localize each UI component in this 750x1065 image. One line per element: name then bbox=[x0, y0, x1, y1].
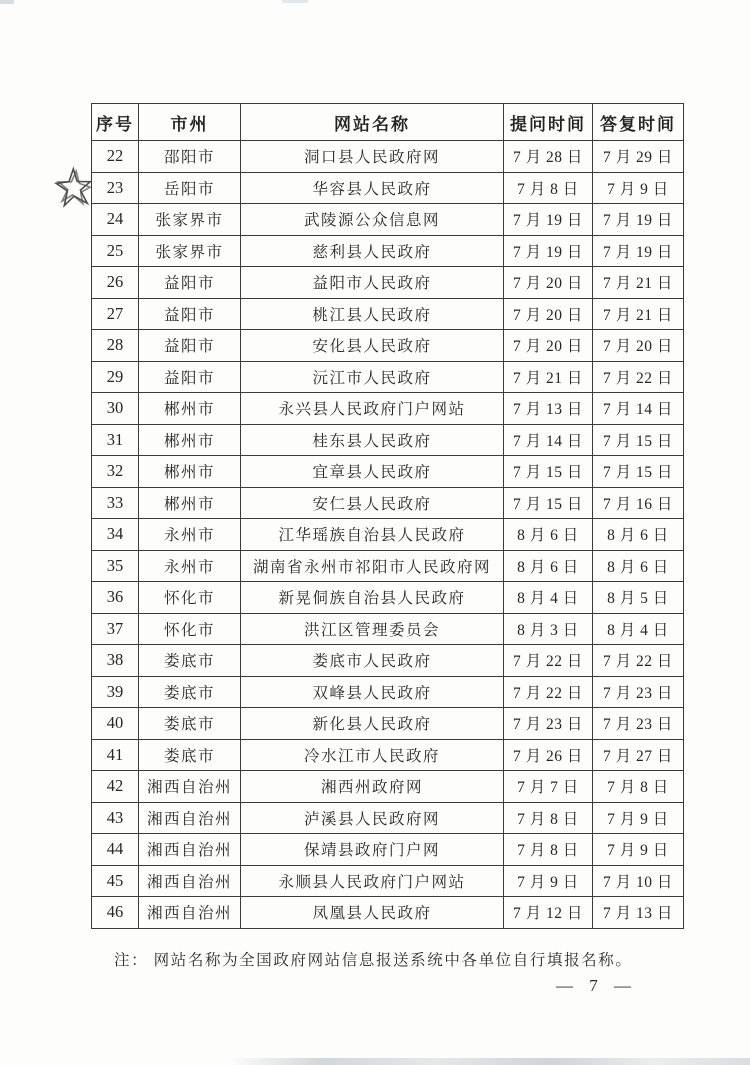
table-row bbox=[92, 645, 684, 677]
cell-website: 安化县人民政府 bbox=[241, 330, 504, 362]
hand-drawn-star-icon bbox=[54, 166, 94, 210]
cell-city: 怀化市 bbox=[139, 613, 241, 645]
report-table bbox=[91, 103, 684, 929]
table-row bbox=[92, 897, 684, 929]
cell-city: 岳阳市 bbox=[139, 172, 241, 204]
cell-serial: 37 bbox=[92, 613, 139, 645]
cell-website: 冷水江市人民政府 bbox=[241, 739, 504, 771]
cell-reply-date: 7 月 14 日 bbox=[593, 393, 684, 425]
cell-serial: 23 bbox=[92, 172, 139, 204]
table-row bbox=[92, 582, 684, 614]
cell-website: 双峰县人民政府 bbox=[241, 676, 504, 708]
table-row bbox=[92, 802, 684, 834]
table-row bbox=[92, 613, 684, 645]
cell-city: 郴州市 bbox=[139, 456, 241, 488]
table-row bbox=[92, 550, 684, 582]
cell-reply-date: 7 月 9 日 bbox=[593, 802, 684, 834]
cell-city: 郴州市 bbox=[139, 424, 241, 456]
cell-question-date: 7 月 26 日 bbox=[504, 739, 593, 771]
cell-question-date: 7 月 28 日 bbox=[504, 141, 593, 173]
cell-reply-date: 7 月 19 日 bbox=[593, 204, 684, 236]
cell-reply-date: 7 月 15 日 bbox=[593, 456, 684, 488]
cell-question-date: 7 月 20 日 bbox=[504, 330, 593, 362]
cell-serial: 28 bbox=[92, 330, 139, 362]
cell-reply-date: 7 月 29 日 bbox=[593, 141, 684, 173]
cell-reply-date: 8 月 6 日 bbox=[593, 519, 684, 551]
table-row bbox=[92, 865, 684, 897]
cell-website: 永顺县人民政府门户网站 bbox=[241, 865, 504, 897]
cell-reply-date: 7 月 9 日 bbox=[593, 834, 684, 866]
cell-website: 新化县人民政府 bbox=[241, 708, 504, 740]
table-row bbox=[92, 771, 684, 803]
header-cell-website: 网站名称 bbox=[241, 104, 504, 141]
cell-reply-date: 7 月 19 日 bbox=[593, 235, 684, 267]
table-row bbox=[92, 708, 684, 740]
cell-serial: 46 bbox=[92, 897, 139, 929]
cell-city: 郴州市 bbox=[139, 393, 241, 425]
table-row bbox=[92, 267, 684, 299]
cell-city: 娄底市 bbox=[139, 708, 241, 740]
cell-city: 娄底市 bbox=[139, 645, 241, 677]
cell-question-date: 7 月 14 日 bbox=[504, 424, 593, 456]
cell-serial: 30 bbox=[92, 393, 139, 425]
cell-question-date: 7 月 21 日 bbox=[504, 361, 593, 393]
cell-question-date: 7 月 8 日 bbox=[504, 172, 593, 204]
cell-serial: 24 bbox=[92, 204, 139, 236]
table-row bbox=[92, 834, 684, 866]
scan-artifact-band bbox=[228, 1058, 750, 1065]
cell-serial: 39 bbox=[92, 676, 139, 708]
table-row bbox=[92, 487, 684, 519]
cell-city: 益阳市 bbox=[139, 330, 241, 362]
cell-website: 新晃侗族自治县人民政府 bbox=[241, 582, 504, 614]
cell-city: 湘西自治州 bbox=[139, 897, 241, 929]
cell-website: 保靖县政府门户网 bbox=[241, 834, 504, 866]
cell-question-date: 7 月 15 日 bbox=[504, 487, 593, 519]
cell-city: 娄底市 bbox=[139, 676, 241, 708]
cell-reply-date: 7 月 23 日 bbox=[593, 708, 684, 740]
cell-question-date: 7 月 9 日 bbox=[504, 865, 593, 897]
cell-website: 泸溪县人民政府网 bbox=[241, 802, 504, 834]
cell-website: 益阳市人民政府 bbox=[241, 267, 504, 299]
cell-website: 洞口县人民政府网 bbox=[241, 141, 504, 173]
cell-serial: 32 bbox=[92, 456, 139, 488]
cell-serial: 26 bbox=[92, 267, 139, 299]
table-row bbox=[92, 141, 684, 173]
cell-question-date: 7 月 22 日 bbox=[504, 645, 593, 677]
cell-serial: 31 bbox=[92, 424, 139, 456]
table-row bbox=[92, 330, 684, 362]
cell-city: 湘西自治州 bbox=[139, 865, 241, 897]
cell-question-date: 7 月 12 日 bbox=[504, 897, 593, 929]
cell-city: 湘西自治州 bbox=[139, 802, 241, 834]
cell-question-date: 8 月 6 日 bbox=[504, 519, 593, 551]
cell-question-date: 7 月 20 日 bbox=[504, 267, 593, 299]
cell-serial: 40 bbox=[92, 708, 139, 740]
cell-reply-date: 8 月 5 日 bbox=[593, 582, 684, 614]
cell-serial: 33 bbox=[92, 487, 139, 519]
cell-reply-date: 7 月 22 日 bbox=[593, 361, 684, 393]
cell-question-date: 8 月 3 日 bbox=[504, 613, 593, 645]
cell-city: 永州市 bbox=[139, 519, 241, 551]
cell-serial: 22 bbox=[92, 141, 139, 173]
cell-reply-date: 7 月 15 日 bbox=[593, 424, 684, 456]
cell-question-date: 7 月 15 日 bbox=[504, 456, 593, 488]
cell-serial: 44 bbox=[92, 834, 139, 866]
header-cell-question-date: 提问时间 bbox=[504, 104, 593, 141]
table-row bbox=[92, 204, 684, 236]
cell-website: 慈利县人民政府 bbox=[241, 235, 504, 267]
cell-question-date: 7 月 7 日 bbox=[504, 771, 593, 803]
cell-city: 永州市 bbox=[139, 550, 241, 582]
cell-reply-date: 7 月 21 日 bbox=[593, 267, 684, 299]
cell-city: 益阳市 bbox=[139, 298, 241, 330]
header-cell-reply-date: 答复时间 bbox=[593, 104, 684, 141]
cell-reply-date: 7 月 21 日 bbox=[593, 298, 684, 330]
cell-city: 益阳市 bbox=[139, 361, 241, 393]
cell-reply-date: 7 月 27 日 bbox=[593, 739, 684, 771]
cell-serial: 45 bbox=[92, 865, 139, 897]
cell-city: 娄底市 bbox=[139, 739, 241, 771]
cell-reply-date: 8 月 4 日 bbox=[593, 613, 684, 645]
cell-website: 娄底市人民政府 bbox=[241, 645, 504, 677]
cell-serial: 29 bbox=[92, 361, 139, 393]
cell-website: 宜章县人民政府 bbox=[241, 456, 504, 488]
table-row bbox=[92, 235, 684, 267]
cell-question-date: 7 月 23 日 bbox=[504, 708, 593, 740]
cell-reply-date: 7 月 16 日 bbox=[593, 487, 684, 519]
cell-serial: 36 bbox=[92, 582, 139, 614]
page-number: — 7 — bbox=[556, 976, 637, 995]
cell-serial: 34 bbox=[92, 519, 139, 551]
cell-serial: 27 bbox=[92, 298, 139, 330]
cell-serial: 25 bbox=[92, 235, 139, 267]
cell-reply-date: 7 月 13 日 bbox=[593, 897, 684, 929]
cell-reply-date: 7 月 8 日 bbox=[593, 771, 684, 803]
cell-reply-date: 7 月 22 日 bbox=[593, 645, 684, 677]
cell-reply-date: 8 月 6 日 bbox=[593, 550, 684, 582]
header-cell-serial: 序号 bbox=[92, 104, 139, 141]
cell-serial: 38 bbox=[92, 645, 139, 677]
cell-serial: 43 bbox=[92, 802, 139, 834]
cell-website: 桂东县人民政府 bbox=[241, 424, 504, 456]
footnote: 注： 网站名称为全国政府网站信息报送系统中各单位自行填报名称。 bbox=[114, 952, 633, 969]
table-header-row bbox=[92, 104, 684, 141]
cell-serial: 41 bbox=[92, 739, 139, 771]
cell-city: 湘西自治州 bbox=[139, 771, 241, 803]
cell-question-date: 8 月 6 日 bbox=[504, 550, 593, 582]
cell-question-date: 8 月 4 日 bbox=[504, 582, 593, 614]
cell-website: 凤凰县人民政府 bbox=[241, 897, 504, 929]
table-row bbox=[92, 519, 684, 551]
cell-website: 洪江区管理委员会 bbox=[241, 613, 504, 645]
cell-website: 湘西州政府网 bbox=[241, 771, 504, 803]
cell-reply-date: 7 月 9 日 bbox=[593, 172, 684, 204]
cell-question-date: 7 月 8 日 bbox=[504, 802, 593, 834]
table-row bbox=[92, 456, 684, 488]
cell-website: 沅江市人民政府 bbox=[241, 361, 504, 393]
cell-city: 张家界市 bbox=[139, 235, 241, 267]
cell-city: 郴州市 bbox=[139, 487, 241, 519]
table-row bbox=[92, 361, 684, 393]
cell-website: 桃江县人民政府 bbox=[241, 298, 504, 330]
cell-city: 张家界市 bbox=[139, 204, 241, 236]
table-row bbox=[92, 298, 684, 330]
cell-website: 武陵源公众信息网 bbox=[241, 204, 504, 236]
cell-question-date: 7 月 19 日 bbox=[504, 204, 593, 236]
cell-question-date: 7 月 22 日 bbox=[504, 676, 593, 708]
cell-serial: 42 bbox=[92, 771, 139, 803]
cell-website: 永兴县人民政府门户网站 bbox=[241, 393, 504, 425]
table-row bbox=[92, 739, 684, 771]
cell-website: 安仁县人民政府 bbox=[241, 487, 504, 519]
table-body bbox=[92, 141, 684, 929]
cell-city: 湘西自治州 bbox=[139, 834, 241, 866]
scan-artifact-speck bbox=[282, 0, 308, 3]
cell-serial: 35 bbox=[92, 550, 139, 582]
cell-website: 湖南省永州市祁阳市人民政府网 bbox=[241, 550, 504, 582]
scan-artifact-speck bbox=[0, 0, 14, 4]
cell-city: 邵阳市 bbox=[139, 141, 241, 173]
cell-question-date: 7 月 13 日 bbox=[504, 393, 593, 425]
cell-website: 江华瑶族自治县人民政府 bbox=[241, 519, 504, 551]
table-row bbox=[92, 172, 684, 204]
header-cell-city: 市州 bbox=[139, 104, 241, 141]
cell-reply-date: 7 月 10 日 bbox=[593, 865, 684, 897]
cell-website: 华容县人民政府 bbox=[241, 172, 504, 204]
cell-reply-date: 7 月 20 日 bbox=[593, 330, 684, 362]
table-row bbox=[92, 424, 684, 456]
table-row bbox=[92, 676, 684, 708]
cell-city: 怀化市 bbox=[139, 582, 241, 614]
cell-question-date: 7 月 20 日 bbox=[504, 298, 593, 330]
cell-city: 益阳市 bbox=[139, 267, 241, 299]
table-row bbox=[92, 393, 684, 425]
cell-question-date: 7 月 8 日 bbox=[504, 834, 593, 866]
cell-question-date: 7 月 19 日 bbox=[504, 235, 593, 267]
cell-reply-date: 7 月 23 日 bbox=[593, 676, 684, 708]
